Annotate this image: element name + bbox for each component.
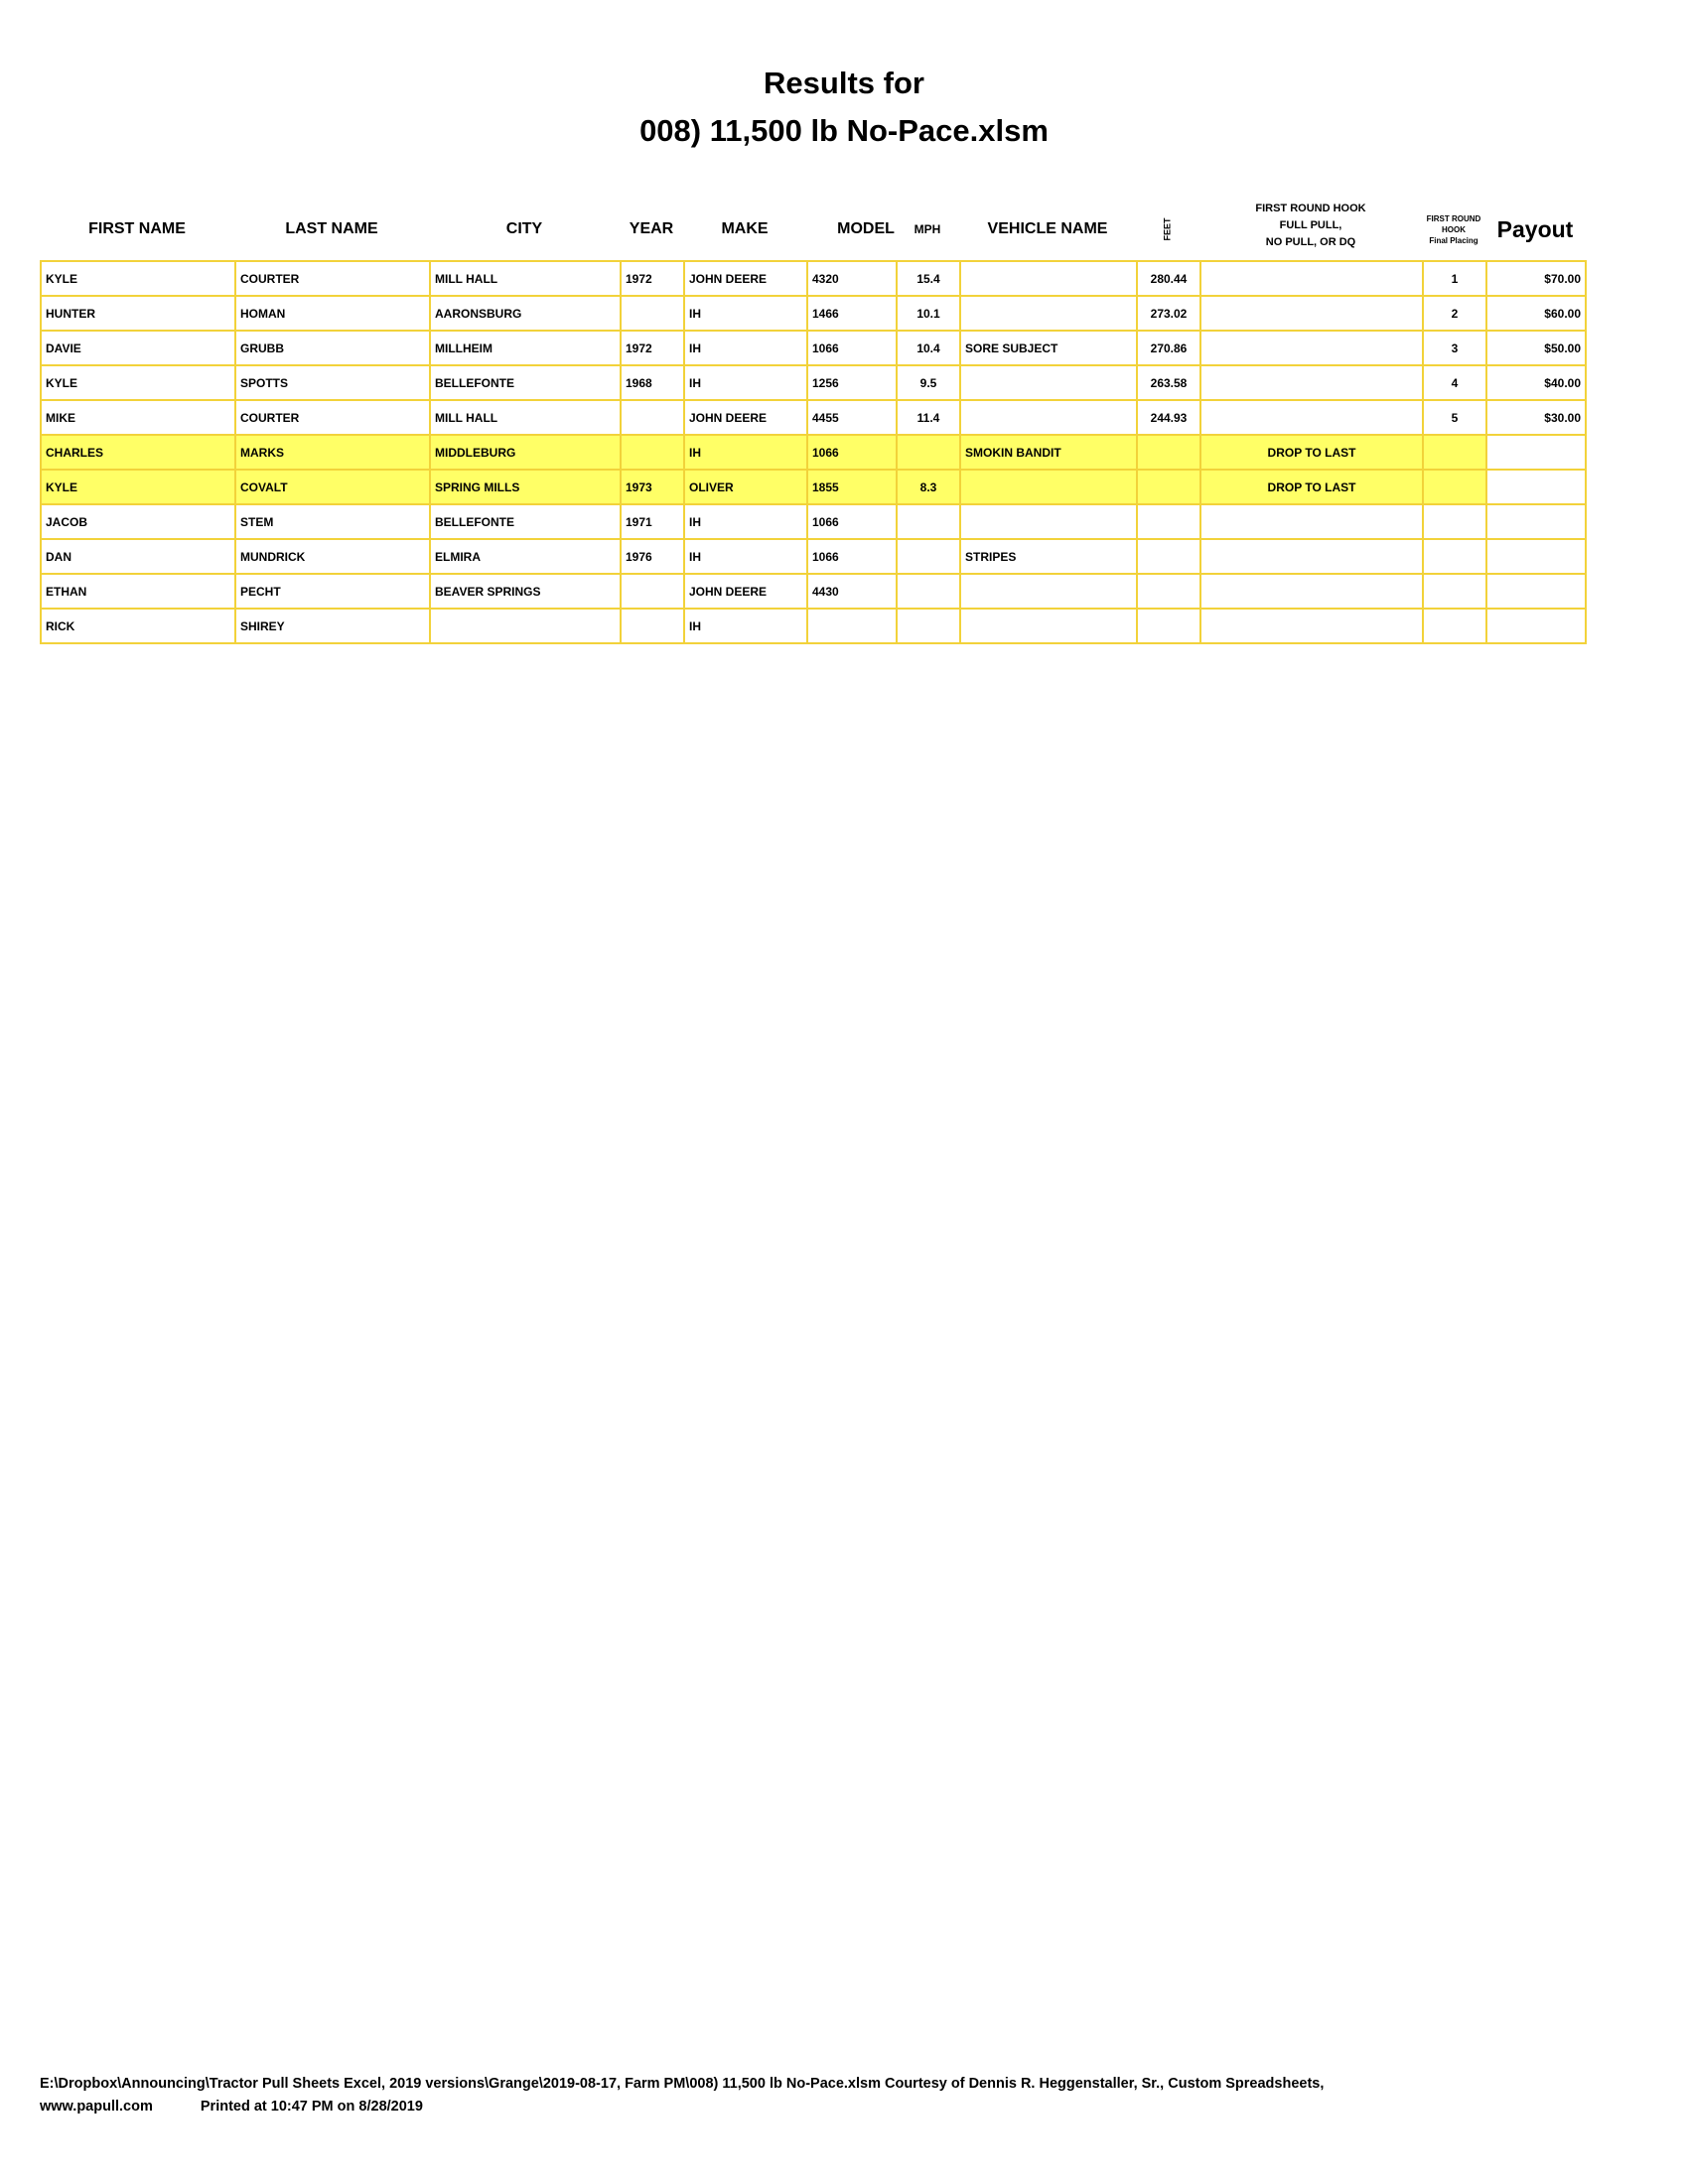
cell-vehicle-name [960, 470, 1137, 504]
cell-make: IH [684, 609, 807, 643]
cell-vehicle-name [960, 400, 1137, 435]
cell-city: BELLEFONTE [430, 504, 621, 539]
cell-vehicle-name: STRIPES [960, 539, 1137, 574]
cell-city: MILLHEIM [430, 331, 621, 365]
footer-printed-timestamp: Printed at 10:47 PM on 8/28/2019 [200, 2099, 423, 2115]
header-first-name: FIRST NAME [88, 220, 186, 237]
cell-make: IH [684, 296, 807, 331]
cell-first-round-hook [1200, 539, 1423, 574]
cell-city: SPRING MILLS [430, 470, 621, 504]
cell-payout: $40.00 [1486, 365, 1586, 400]
table-row [41, 261, 1586, 296]
cell-first-name: JACOB [41, 504, 235, 539]
cell-year: 1968 [621, 365, 684, 400]
header-last-name: LAST NAME [285, 220, 378, 237]
header-feet-label: FEET [1162, 217, 1173, 241]
title-line-2: 008) 11,500 lb No-Pace.xlsm [639, 113, 1049, 148]
cell-mph: 9.5 [897, 365, 960, 400]
cell-final-placing: 1 [1423, 261, 1486, 296]
cell-year [621, 435, 684, 470]
cell-model: 4455 [807, 400, 897, 435]
cell-payout: $30.00 [1486, 400, 1586, 435]
table-row [41, 400, 1586, 435]
cell-vehicle-name [960, 365, 1137, 400]
header-city: CITY [505, 220, 543, 237]
cell-mph [897, 435, 960, 470]
cell-model: 1855 [807, 470, 897, 504]
cell-model: 4430 [807, 574, 897, 609]
cell-feet: 244.93 [1137, 400, 1200, 435]
cell-first-name: RICK [41, 609, 235, 643]
cell-first-name: DAVIE [41, 331, 235, 365]
cell-vehicle-name [960, 574, 1137, 609]
cell-vehicle-name [960, 609, 1137, 643]
cell-last-name: MARKS [235, 435, 430, 470]
title-line-1: Results for [764, 66, 924, 100]
cell-feet [1137, 435, 1200, 470]
header-final-placing [1422, 199, 1485, 260]
header-model: MODEL [837, 220, 895, 237]
cell-last-name: SHIREY [235, 609, 430, 643]
cell-make: JOHN DEERE [684, 400, 807, 435]
cell-final-placing: 2 [1423, 296, 1486, 331]
cell-feet [1137, 539, 1200, 574]
cell-city: MILL HALL [430, 400, 621, 435]
table-row [41, 539, 1586, 574]
cell-first-name: CHARLES [41, 435, 235, 470]
footer-file-path: E:\Dropbox\Announcing\Tractor Pull Sheets Excel, 2019 versions\Grange\2019-08-17, Farm PM\008) 11,500 lb No-Pace.xlsm Courtesy of Dennis R. Heggenstaller, Sr., Custom Spreadsheets, [40, 2076, 1325, 2092]
cell-mph: 11.4 [897, 400, 960, 435]
header-make: MAKE [721, 220, 769, 237]
cell-first-round-hook [1200, 504, 1423, 539]
cell-make: IH [684, 539, 807, 574]
cell-first-round-hook [1200, 296, 1423, 331]
header-hook-line-2: FULL PULL, [1279, 218, 1342, 231]
cell-mph: 10.4 [897, 331, 960, 365]
cell-make: OLIVER [684, 470, 807, 504]
cell-make: IH [684, 504, 807, 539]
header-payout: Payout [1496, 215, 1574, 242]
cell-last-name: SPOTTS [235, 365, 430, 400]
cell-payout: $50.00 [1486, 331, 1586, 365]
cell-city: ELMIRA [430, 539, 621, 574]
table-row [41, 609, 1586, 643]
header-first-round-hook [1199, 195, 1422, 256]
header-placing-line-2: HOOK [1442, 224, 1466, 234]
cell-year: 1971 [621, 504, 684, 539]
cell-vehicle-name [960, 261, 1137, 296]
cell-feet [1137, 574, 1200, 609]
cell-payout [1486, 609, 1586, 643]
cell-vehicle-name [960, 504, 1137, 539]
header-mph: MPH [914, 222, 941, 236]
cell-final-placing [1423, 609, 1486, 643]
cell-first-round-hook: DROP TO LAST [1200, 435, 1423, 470]
cell-payout [1486, 435, 1586, 470]
cell-feet: 263.58 [1137, 365, 1200, 400]
table-row [41, 365, 1586, 400]
cell-final-placing: 4 [1423, 365, 1486, 400]
cell-first-round-hook [1200, 261, 1423, 296]
cell-first-round-hook [1200, 609, 1423, 643]
cell-last-name: HOMAN [235, 296, 430, 331]
header-placing-line-1: FIRST ROUND [1426, 213, 1481, 223]
cell-mph: 8.3 [897, 470, 960, 504]
header-hook-line-1: FIRST ROUND HOOK [1255, 202, 1366, 214]
footer-line-2 [40, 2096, 1648, 2118]
cell-year [621, 574, 684, 609]
cell-final-placing: 3 [1423, 331, 1486, 365]
cell-feet: 270.86 [1137, 331, 1200, 365]
cell-first-name: DAN [41, 539, 235, 574]
table-row [41, 504, 1586, 539]
cell-model: 1066 [807, 504, 897, 539]
cell-payout [1486, 539, 1586, 574]
cell-last-name: PECHT [235, 574, 430, 609]
footer [40, 2073, 1648, 2118]
cell-last-name: MUNDRICK [235, 539, 430, 574]
cell-feet [1137, 609, 1200, 643]
cell-first-name: KYLE [41, 470, 235, 504]
cell-make: JOHN DEERE [684, 574, 807, 609]
cell-payout [1486, 574, 1586, 609]
cell-final-placing: 5 [1423, 400, 1486, 435]
cell-payout: $60.00 [1486, 296, 1586, 331]
report-title [0, 60, 1688, 155]
cell-first-name: KYLE [41, 365, 235, 400]
cell-first-name: HUNTER [41, 296, 235, 331]
cell-model: 1256 [807, 365, 897, 400]
header-placing-line-3: Final Placing [1429, 235, 1478, 245]
cell-city: MILL HALL [430, 261, 621, 296]
table-row [41, 574, 1586, 609]
cell-payout [1486, 504, 1586, 539]
cell-model: 1066 [807, 539, 897, 574]
cell-payout: $70.00 [1486, 261, 1586, 296]
cell-year [621, 296, 684, 331]
cell-first-name: KYLE [41, 261, 235, 296]
cell-year: 1973 [621, 470, 684, 504]
cell-city: BEAVER SPRINGS [430, 574, 621, 609]
cell-first-name: MIKE [41, 400, 235, 435]
table-row [41, 331, 1586, 365]
cell-model: 1466 [807, 296, 897, 331]
cell-city [430, 609, 621, 643]
cell-first-name: ETHAN [41, 574, 235, 609]
cell-first-round-hook [1200, 331, 1423, 365]
cell-mph: 10.1 [897, 296, 960, 331]
cell-feet [1137, 504, 1200, 539]
cell-last-name: STEM [235, 504, 430, 539]
cell-vehicle-name [960, 296, 1137, 331]
cell-make: IH [684, 435, 807, 470]
table-row [41, 470, 1586, 504]
cell-mph [897, 539, 960, 574]
results-body [41, 261, 1586, 643]
cell-make: IH [684, 331, 807, 365]
header-year: YEAR [629, 220, 674, 237]
cell-final-placing [1423, 504, 1486, 539]
cell-mph [897, 504, 960, 539]
cell-city: BELLEFONTE [430, 365, 621, 400]
cell-mph: 15.4 [897, 261, 960, 296]
cell-first-round-hook [1200, 574, 1423, 609]
cell-year [621, 609, 684, 643]
cell-vehicle-name: SMOKIN BANDIT [960, 435, 1137, 470]
footer-website: www.papull.com [40, 2099, 153, 2115]
cell-mph [897, 609, 960, 643]
cell-final-placing [1423, 435, 1486, 470]
cell-first-round-hook: DROP TO LAST [1200, 470, 1423, 504]
cell-model: 4320 [807, 261, 897, 296]
header-hook-line-3: NO PULL, OR DQ [1265, 235, 1356, 248]
table-row [41, 435, 1586, 470]
cell-vehicle-name: SORE SUBJECT [960, 331, 1137, 365]
cell-final-placing [1423, 574, 1486, 609]
cell-payout [1486, 470, 1586, 504]
cell-city: MIDDLEBURG [430, 435, 621, 470]
cell-make: IH [684, 365, 807, 400]
cell-year: 1972 [621, 331, 684, 365]
cell-last-name: COURTER [235, 400, 430, 435]
cell-final-placing [1423, 539, 1486, 574]
cell-make: JOHN DEERE [684, 261, 807, 296]
cell-final-placing [1423, 470, 1486, 504]
cell-year: 1972 [621, 261, 684, 296]
header-vehicle-name: VEHICLE NAME [987, 220, 1108, 237]
table-row [41, 296, 1586, 331]
cell-feet: 280.44 [1137, 261, 1200, 296]
header-feet [1136, 199, 1199, 260]
cell-model [807, 609, 897, 643]
cell-last-name: COVALT [235, 470, 430, 504]
cell-model: 1066 [807, 331, 897, 365]
cell-year [621, 400, 684, 435]
cell-mph [897, 574, 960, 609]
cell-feet: 273.02 [1137, 296, 1200, 331]
cell-year: 1976 [621, 539, 684, 574]
cell-first-round-hook [1200, 400, 1423, 435]
cell-last-name: COURTER [235, 261, 430, 296]
cell-model: 1066 [807, 435, 897, 470]
cell-last-name: GRUBB [235, 331, 430, 365]
cell-city: AARONSBURG [430, 296, 621, 331]
cell-feet [1137, 470, 1200, 504]
cell-first-round-hook [1200, 365, 1423, 400]
results-table [40, 260, 1587, 644]
